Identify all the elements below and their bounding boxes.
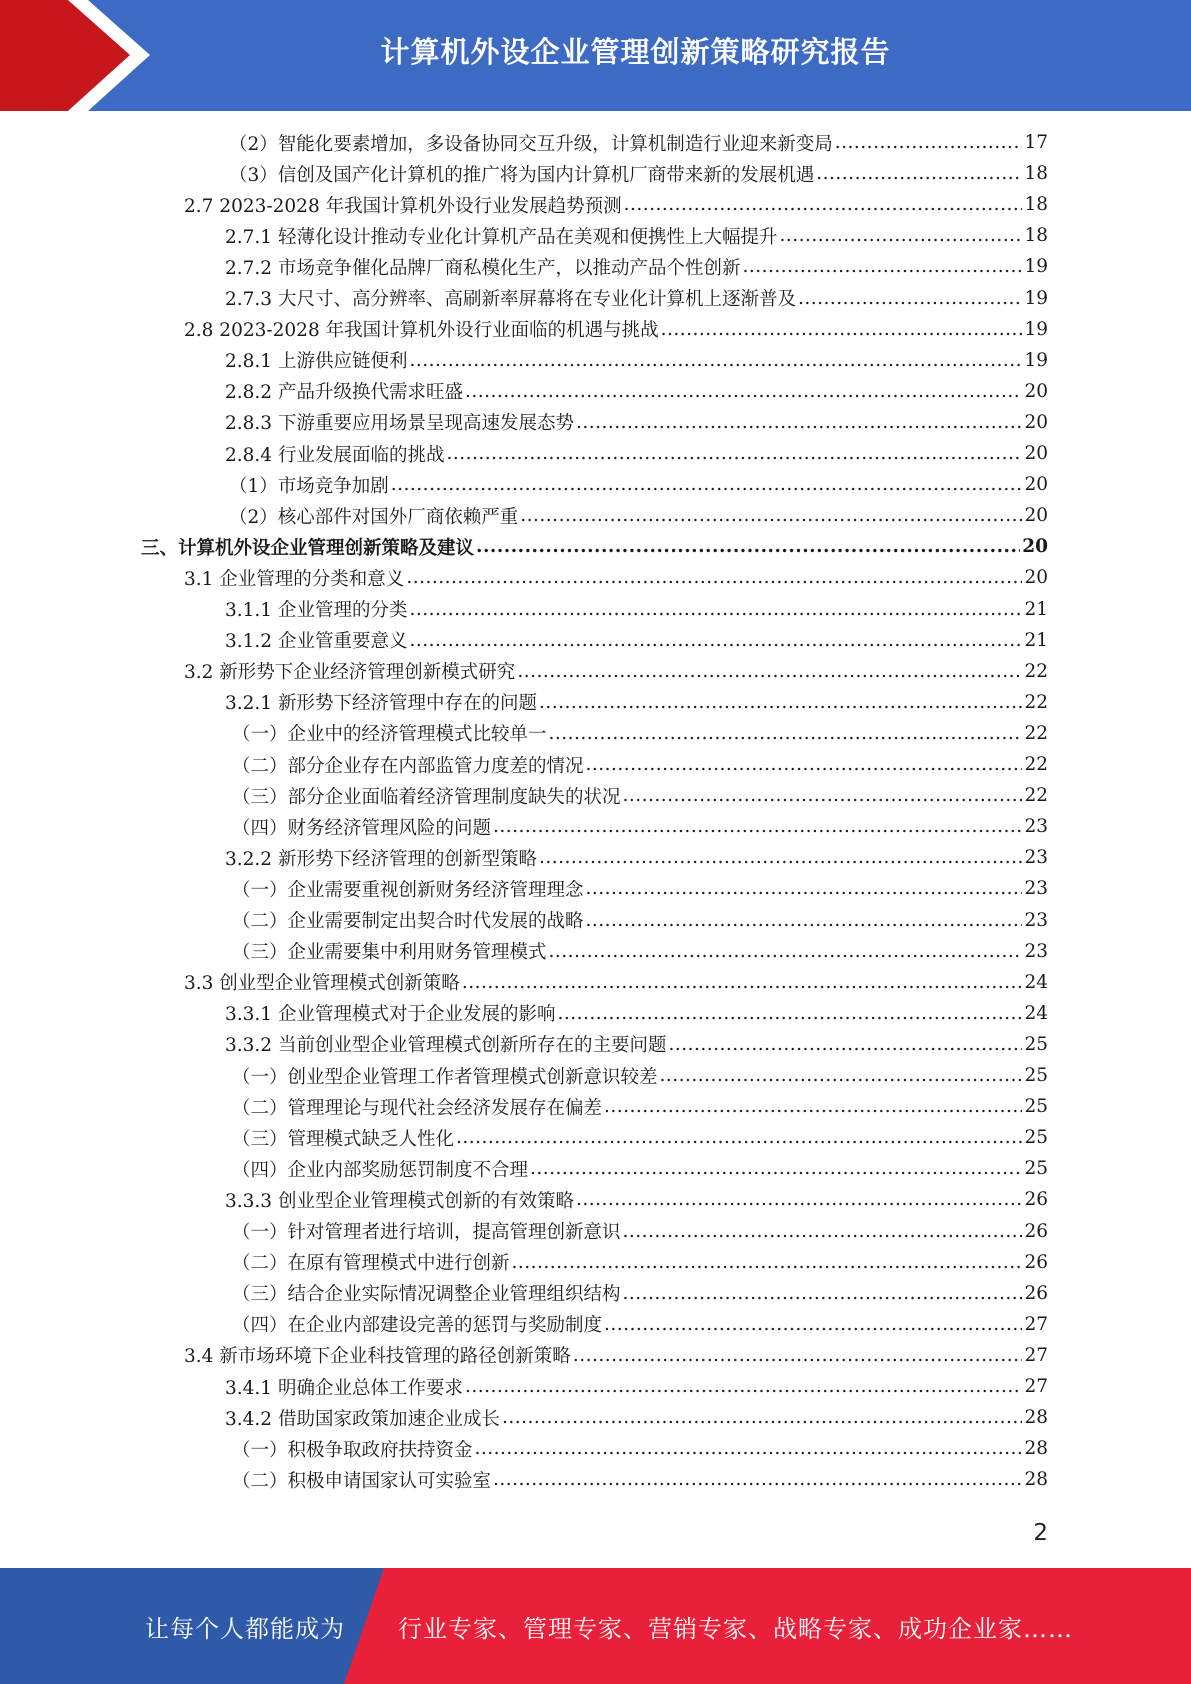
toc-leader-dots xyxy=(462,972,1023,993)
toc-entry-title: （三）结合企业实际情况调整企业管理组织结构 xyxy=(232,1284,621,1306)
toc-entry-title: （一）企业需要重视创新财务经济管理理念 xyxy=(232,879,584,901)
toc-entry-page: 26 xyxy=(1024,1251,1048,1273)
toc-entry-title: （2）核心部件对国外厂商依赖严重 xyxy=(229,506,519,528)
toc-entry-page: 23 xyxy=(1024,816,1048,838)
toc-entry-title: （二）在原有管理模式中进行创新 xyxy=(232,1253,510,1275)
toc-entry-page: 23 xyxy=(1024,847,1048,869)
footer-tagline: 行业专家、管理专家、营销专家、战略专家、成功企业家…… xyxy=(398,1614,1073,1643)
toc-leader-dots xyxy=(604,1314,1022,1335)
toc-leader-dots xyxy=(530,1158,1022,1179)
toc-entry-page: 17 xyxy=(1024,132,1048,153)
page-number: 2 xyxy=(1033,1520,1048,1546)
toc-entry[interactable] xyxy=(232,1153,1048,1184)
toc-entry-page: 25 xyxy=(1024,1127,1048,1149)
toc-leader-dots xyxy=(409,630,1022,651)
toc-entry-page: 25 xyxy=(1024,1033,1048,1055)
toc-leader-dots xyxy=(539,692,1022,713)
toc-entry[interactable] xyxy=(225,283,1048,314)
toc-leader-dots xyxy=(586,910,1023,931)
toc-entry-page: 20 xyxy=(1024,411,1048,433)
toc-entry[interactable] xyxy=(225,345,1048,376)
toc-entry[interactable] xyxy=(232,718,1048,749)
toc-entry-title: （一）创业型企业管理工作者管理模式创新意识较差 xyxy=(232,1066,658,1088)
toc-entry[interactable] xyxy=(232,1122,1048,1153)
toc-leader-dots xyxy=(512,1252,1023,1273)
toc-entry-title: 3.3.1 企业管理模式对于企业发展的影响 xyxy=(225,1004,556,1026)
toc-entry-title: （3）信创及国产化计算机的推广将为国内计算机厂商带来新的发展机遇 xyxy=(229,164,815,186)
toc-leader-dots xyxy=(604,1096,1022,1117)
toc-entry-page: 19 xyxy=(1024,349,1048,371)
toc-entry-title: （三）管理模式缺乏人性化 xyxy=(232,1128,455,1150)
toc-entry-title: 3.4 新市场环境下企业科技管理的路径创新策略 xyxy=(184,1346,571,1368)
toc-entry-page: 28 xyxy=(1024,1469,1048,1491)
toc-entry-title: （一）积极争取政府扶持资金 xyxy=(232,1439,473,1461)
toc-entry[interactable] xyxy=(232,1309,1048,1340)
page-footer xyxy=(0,1568,1191,1684)
toc-leader-dots xyxy=(779,225,1022,246)
toc-entry-page: 28 xyxy=(1024,1407,1048,1429)
toc-entry-title: 2.8.1 上游供应链便利 xyxy=(225,351,408,373)
toc-leader-dots xyxy=(623,785,1023,806)
toc-entry-title: （二）管理理论与现代社会经济发展存在偏差 xyxy=(232,1097,603,1119)
toc-entry[interactable] xyxy=(225,1029,1048,1060)
toc-entry[interactable] xyxy=(232,1278,1048,1309)
toc-leader-dots xyxy=(391,474,1023,495)
toc-entry-page: 22 xyxy=(1024,722,1048,744)
toc-entry-title: 2.7 2023-2028 年我国计算机外设行业发展趋势预测 xyxy=(184,195,622,217)
document-title: 计算机外设企业管理创新策略研究报告 xyxy=(380,34,891,69)
toc-entry-page: 19 xyxy=(1024,318,1048,340)
toc-leader-dots xyxy=(465,381,1022,402)
toc-entry-page: 22 xyxy=(1024,660,1048,682)
toc-entry[interactable] xyxy=(225,998,1048,1029)
toc-entry-page: 26 xyxy=(1024,1189,1048,1211)
toc-entry-page: 25 xyxy=(1024,1096,1048,1118)
toc-entry[interactable] xyxy=(225,376,1048,407)
toc-entry-title: 2.7.2 市场竞争催化品牌厂商私模化生产，以推动产品个性创新 xyxy=(225,257,741,279)
toc-leader-dots xyxy=(446,443,1022,464)
toc-entry[interactable] xyxy=(232,1247,1048,1278)
toc-entry-title: 3.1.1 企业管理的分类 xyxy=(225,600,408,621)
toc-entry-page: 25 xyxy=(1024,1158,1048,1180)
toc-entry-title: （二）企业需要制定出契合时代发展的战略 xyxy=(232,911,584,932)
toc-entry-page: 22 xyxy=(1024,785,1048,807)
toc-entry-title: 3.2.2 新形势下经济管理的创新型策略 xyxy=(225,848,537,870)
toc-entry-title: 3.2.1 新形势下经济管理中存在的问题 xyxy=(225,693,537,715)
toc-leader-dots xyxy=(517,661,1022,682)
toc-entry-page: 26 xyxy=(1024,1282,1048,1304)
toc-entry-page: 19 xyxy=(1024,256,1048,278)
toc-entry[interactable] xyxy=(225,251,1048,282)
toc-entry[interactable] xyxy=(232,749,1048,780)
toc-leader-dots xyxy=(409,350,1022,371)
toc-entry-page: 20 xyxy=(1024,505,1048,527)
toc-leader-dots xyxy=(668,1034,1022,1055)
toc-entry-page: 27 xyxy=(1024,1313,1048,1335)
footer-slogan: 让每个人都能成为 xyxy=(145,1614,345,1643)
toc-entry-title: （2）智能化要素增加，多设备协同交互升级，计算机制造行业迎来新变局 xyxy=(229,133,833,155)
toc-leader-dots xyxy=(835,132,1023,153)
toc-entry[interactable] xyxy=(225,407,1048,438)
toc-entry[interactable] xyxy=(225,687,1048,718)
toc-entry-page: 20 xyxy=(1024,443,1048,464)
toc-entry-page: 26 xyxy=(1024,1220,1048,1242)
toc-entry-page: 27 xyxy=(1024,1376,1048,1397)
toc-leader-dots xyxy=(576,412,1022,433)
toc-leader-dots xyxy=(623,1221,1023,1242)
toc-leader-dots xyxy=(661,319,1023,340)
toc-leader-dots xyxy=(493,1469,1022,1490)
toc-entry-title: 3.3.3 创业型企业管理模式创新的有效策略 xyxy=(225,1190,574,1212)
toc-entry[interactable] xyxy=(225,1371,1048,1402)
toc-entry[interactable] xyxy=(232,1091,1048,1122)
toc-entry-page: 20 xyxy=(1024,380,1048,402)
toc-leader-dots xyxy=(539,847,1022,868)
toc-entry[interactable] xyxy=(225,625,1048,656)
toc-entry-page: 19 xyxy=(1024,287,1048,309)
toc-leader-dots xyxy=(493,816,1022,837)
toc-entry[interactable] xyxy=(232,1433,1048,1464)
toc-entry-title: 3.4.2 借助国家政策加速企业成长 xyxy=(225,1408,500,1430)
toc-entry[interactable] xyxy=(232,1464,1048,1495)
toc-leader-dots xyxy=(465,1376,1022,1397)
toc-leader-dots xyxy=(660,1065,1023,1086)
toc-entry[interactable] xyxy=(232,936,1048,967)
toc-leader-dots xyxy=(586,878,1023,899)
toc-entry[interactable] xyxy=(229,469,1048,500)
toc-entry-page: 18 xyxy=(1024,163,1048,185)
toc-entry-title: （四）企业内部奖励惩罚制度不合理 xyxy=(232,1159,529,1181)
toc-entry[interactable] xyxy=(232,905,1048,936)
toc-entry[interactable] xyxy=(225,594,1048,625)
toc-entry[interactable] xyxy=(225,438,1048,469)
toc-entry[interactable] xyxy=(141,531,1048,562)
toc-entry[interactable] xyxy=(232,811,1048,842)
toc-entry-page: 21 xyxy=(1024,629,1048,651)
toc-entry-title: （1）市场竞争加剧 xyxy=(229,475,389,497)
toc-entry[interactable] xyxy=(232,1060,1048,1091)
toc-entry-page: 21 xyxy=(1024,598,1048,620)
toc-entry-title: 3.3.2 当前创业型企业管理模式创新所存在的主要问题 xyxy=(225,1035,667,1057)
toc-entry-title: 3.4.1 明确企业总体工作要求 xyxy=(225,1377,463,1399)
toc-entry[interactable] xyxy=(229,158,1048,189)
toc-entry-title: （四）在企业内部建设完善的惩罚与奖励制度 xyxy=(232,1315,603,1337)
toc-leader-dots xyxy=(549,941,1023,962)
toc-entry-page: 20 xyxy=(1022,536,1048,558)
toc-entry-title: 2.7.1 轻薄化设计推动专业化计算机产品在美观和便携性上大幅提升 xyxy=(225,226,778,248)
toc-leader-dots xyxy=(456,1127,1022,1148)
toc-leader-dots xyxy=(502,1407,1022,1428)
toc-entry-title: （一）企业中的经济管理模式比较单一 xyxy=(232,724,547,746)
toc-leader-dots xyxy=(476,536,1020,557)
toc-entry[interactable] xyxy=(232,873,1048,904)
toc-leader-dots xyxy=(624,194,1023,215)
toc-leader-dots xyxy=(623,1283,1023,1304)
toc-leader-dots xyxy=(576,1189,1022,1210)
toc-leader-dots xyxy=(742,256,1022,277)
toc-leader-dots xyxy=(549,723,1023,744)
toc-entry-title: 2.8.3 下游重要应用场景呈现高速发展态势 xyxy=(225,413,574,435)
toc-leader-dots xyxy=(798,288,1022,309)
toc-leader-dots xyxy=(406,567,1022,588)
toc-entry[interactable] xyxy=(184,967,1048,998)
page-header xyxy=(0,0,1191,111)
toc-entry-page: 20 xyxy=(1024,567,1048,589)
toc-entry-page: 24 xyxy=(1024,1002,1048,1024)
toc-entry-title: （三）企业需要集中利用财务管理模式 xyxy=(232,942,547,964)
toc-entry-page: 18 xyxy=(1024,225,1048,247)
toc-entry-title: （二）部分企业存在内部监管力度差的情况 xyxy=(232,755,584,777)
toc-entry-title: （三）部分企业面临着经济管理制度缺失的状况 xyxy=(232,786,621,808)
toc-entry-page: 27 xyxy=(1024,1344,1048,1366)
toc-entry[interactable] xyxy=(184,189,1048,220)
toc-entry[interactable] xyxy=(225,842,1048,873)
toc-entry[interactable] xyxy=(229,500,1048,531)
toc-leader-dots xyxy=(557,1003,1022,1024)
toc-entry-title: 三、计算机外设企业管理创新策略及建议 xyxy=(141,537,475,559)
toc-entry-title: 2.8.4 行业发展面临的挑战 xyxy=(225,444,445,466)
toc-entry[interactable] xyxy=(232,1216,1048,1247)
toc-entry[interactable] xyxy=(232,780,1048,811)
toc-entry-title: 3.2 新形势下企业经济管理创新模式研究 xyxy=(184,662,516,684)
toc-entry-page: 24 xyxy=(1024,971,1048,993)
toc-entry-page: 23 xyxy=(1024,878,1048,900)
toc-entry[interactable] xyxy=(225,220,1048,251)
toc-entry-title: 2.8 2023-2028 年我国计算机外设行业面临的机遇与挑战 xyxy=(184,320,659,342)
toc-entry[interactable] xyxy=(184,1340,1048,1371)
toc-entry-page: 22 xyxy=(1024,691,1048,713)
toc-entry[interactable] xyxy=(225,1184,1048,1215)
toc-entry-page: 23 xyxy=(1024,940,1048,962)
toc-entry-title: （二）积极申请国家认可实验室 xyxy=(232,1470,492,1492)
toc-entry-page: 25 xyxy=(1024,1065,1048,1086)
toc-entry[interactable] xyxy=(229,127,1048,158)
toc-leader-dots xyxy=(586,754,1023,775)
toc-entry-title: 3.1 企业管理的分类和意义 xyxy=(184,568,405,590)
toc-leader-dots xyxy=(573,1345,1023,1366)
toc-entry[interactable] xyxy=(184,314,1048,345)
toc-leader-dots xyxy=(816,163,1022,184)
toc-entry-page: 22 xyxy=(1024,754,1048,775)
toc-entry[interactable] xyxy=(184,562,1048,593)
toc-entry-title: 3.3 创业型企业管理模式创新策略 xyxy=(184,973,460,995)
toc-entry-title: 2.8.2 产品升级换代需求旺盛 xyxy=(225,382,463,404)
toc-entry-title: 3.1.2 企业管重要意义 xyxy=(225,631,408,653)
toc-entry-page: 20 xyxy=(1024,474,1048,496)
toc-entry-title: （一）针对管理者进行培训，提高管理创新意识 xyxy=(232,1222,621,1243)
toc-entry-page: 28 xyxy=(1024,1438,1048,1460)
toc-entry-page: 23 xyxy=(1024,909,1048,931)
toc-entry-title: 2.7.3 大尺寸、高分辨率、高刷新率屏幕将在专业化计算机上逐渐普及 xyxy=(225,289,796,310)
toc-leader-dots xyxy=(520,505,1022,526)
toc-entry-title: （四）财务经济管理风险的问题 xyxy=(232,817,492,839)
toc-leader-dots xyxy=(475,1438,1023,1459)
toc-leader-dots xyxy=(409,599,1022,620)
toc-entry[interactable] xyxy=(225,1402,1048,1433)
toc-entry-page: 18 xyxy=(1024,194,1048,216)
toc-entry[interactable] xyxy=(184,656,1048,687)
